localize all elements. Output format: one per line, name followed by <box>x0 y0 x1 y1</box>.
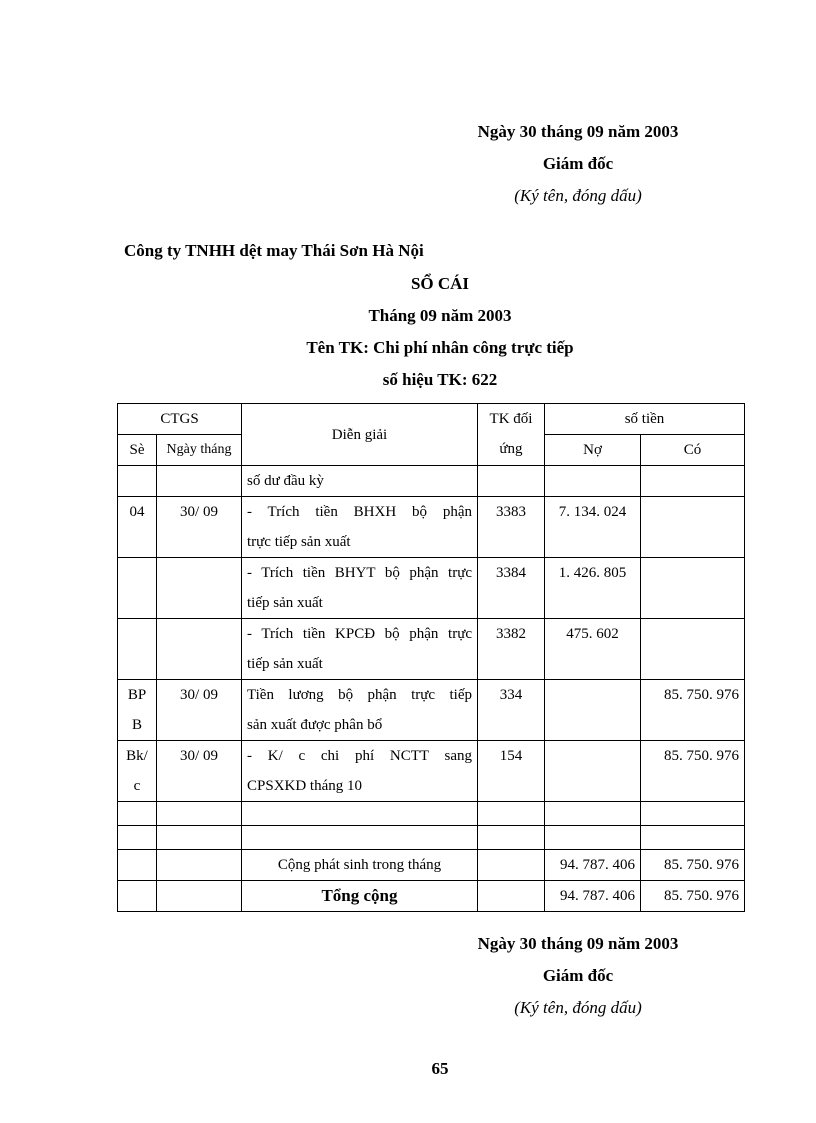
description-line: - Trích tiền BHYT bộ phận trực <box>247 565 472 581</box>
top-signature-note: (Ký tên, đóng dấu) <box>514 186 642 205</box>
debit-amount <box>545 680 641 741</box>
page-number: 65 <box>431 1059 449 1078</box>
debit-header: Nợ <box>545 435 641 466</box>
debit-amount <box>545 741 641 802</box>
contra-account: 3383 <box>478 497 545 558</box>
description-header: Diễn giải <box>242 404 478 466</box>
description-line: sản xuất được phân bổ <box>247 717 383 733</box>
company-name: Công ty TNHH dệt may Thái Sơn Hà Nội <box>124 241 424 260</box>
subtotal-debit: 94. 787. 406 <box>545 850 641 881</box>
debit-amount: 7. 134. 024 <box>545 497 641 558</box>
total-credit: 85. 750. 976 <box>641 881 745 912</box>
ctgs-header: CTGS <box>118 404 242 435</box>
amount-header: số tiền <box>545 404 745 435</box>
voucher-date-header: Ngày tháng <box>157 435 242 466</box>
table-row <box>118 558 745 619</box>
subtotal-row <box>118 850 745 881</box>
contra-account-header-line2: ứng <box>499 441 523 457</box>
voucher-no <box>118 619 157 680</box>
description-line: CPSXKD tháng 10 <box>247 778 363 794</box>
empty-row <box>118 826 745 850</box>
credit-amount <box>641 619 745 680</box>
credit-amount: 85. 750. 976 <box>641 741 745 802</box>
credit-amount <box>641 558 745 619</box>
top-signature-title: Giám đốc <box>542 154 614 173</box>
bottom-signature-note: (Ký tên, đóng dấu) <box>514 998 642 1017</box>
empty-row <box>118 802 745 826</box>
voucher-no-line: Bk/ <box>126 748 148 764</box>
voucher-no-header: Sè <box>118 435 157 466</box>
description <box>242 619 478 680</box>
contra-account-header-line1: TK đối <box>489 411 533 427</box>
debit-amount: 475. 602 <box>545 619 641 680</box>
voucher-date: 30/ 09 <box>157 741 242 802</box>
description <box>242 558 478 619</box>
voucher-date <box>157 619 242 680</box>
document-title: SỔ CÁI <box>410 274 470 293</box>
ledger-table <box>117 403 745 912</box>
contra-account: 3382 <box>478 619 545 680</box>
total-debit: 94. 787. 406 <box>545 881 641 912</box>
description <box>242 680 478 741</box>
period: Tháng 09 năm 2003 <box>368 306 512 325</box>
bottom-signature-block <box>428 928 728 1024</box>
contra-account: 334 <box>478 680 545 741</box>
total-row <box>118 881 745 912</box>
opening-balance-label: số dư đầu kỳ <box>242 466 478 497</box>
description-line: - K/ c chi phí NCTT sang <box>247 748 472 764</box>
description-line: Tiền lương bộ phận trực tiếp <box>247 687 472 703</box>
subtotal-label: Cộng phát sinh trong tháng <box>242 850 478 881</box>
voucher-date: 30/ 09 <box>157 497 242 558</box>
description-line: - Trích tiền BHXH bộ phận <box>247 504 472 520</box>
top-signature-date: Ngày 30 tháng 09 năm 2003 <box>477 122 679 141</box>
voucher-no-line: BP <box>127 687 147 703</box>
opening-balance-row <box>118 466 745 497</box>
credit-amount <box>641 497 745 558</box>
table-row <box>118 619 745 680</box>
voucher-no <box>118 680 157 741</box>
account-number: số hiệu TK: 622 <box>382 370 498 389</box>
description-line: trực tiếp sản xuất <box>247 534 351 550</box>
credit-amount: 85. 750. 976 <box>641 680 745 741</box>
debit-amount: 1. 426. 805 <box>545 558 641 619</box>
voucher-date: 30/ 09 <box>157 680 242 741</box>
voucher-date <box>157 558 242 619</box>
contra-account-header <box>478 404 545 466</box>
subtotal-credit: 85. 750. 976 <box>641 850 745 881</box>
table-row <box>118 741 745 802</box>
credit-header: Có <box>641 435 745 466</box>
voucher-no <box>118 558 157 619</box>
description-line: - Trích tiền KPCĐ bộ phận trực <box>247 626 472 642</box>
voucher-no-line: B <box>131 717 142 733</box>
voucher-no: 04 <box>118 497 157 558</box>
bottom-signature-title: Giám đốc <box>542 966 614 985</box>
description <box>242 741 478 802</box>
contra-account: 154 <box>478 741 545 802</box>
header-row-1 <box>118 404 745 435</box>
contra-account: 3384 <box>478 558 545 619</box>
total-label: Tổng cộng <box>242 881 478 912</box>
table-row <box>118 497 745 558</box>
account-name: Tên TK: Chi phí nhân công trực tiếp <box>306 338 574 357</box>
voucher-no <box>118 741 157 802</box>
bottom-signature-date: Ngày 30 tháng 09 năm 2003 <box>477 934 679 953</box>
description-line: tiếp sản xuất <box>247 656 323 672</box>
description <box>242 497 478 558</box>
top-signature-block <box>428 116 728 212</box>
table-row <box>118 680 745 741</box>
voucher-no-line: c <box>133 778 141 794</box>
description-line: tiếp sản xuất <box>247 595 323 611</box>
